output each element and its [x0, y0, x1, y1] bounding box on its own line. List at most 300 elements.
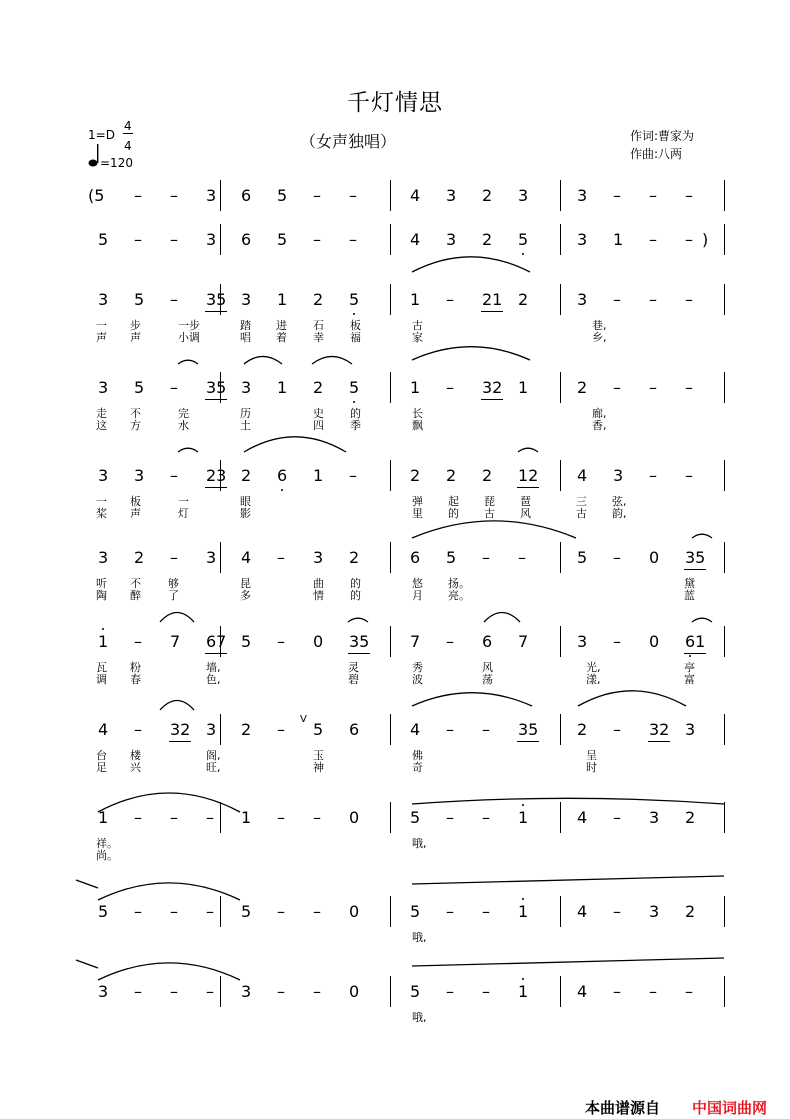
dash-extension: – [613, 632, 621, 651]
dash-extension: – [446, 720, 454, 739]
lyric-syllable: 板 [350, 319, 361, 332]
dash-extension: – [482, 902, 490, 921]
slur [160, 613, 194, 623]
lyric-syllable: 秀 [412, 661, 423, 674]
lyric-syllable: 影 [240, 507, 251, 520]
dash-extension: – [206, 982, 214, 1001]
note: 1 [410, 378, 421, 397]
dash-extension: – [649, 378, 657, 397]
note: 4 [577, 902, 588, 921]
slur [98, 883, 240, 900]
note: 2 [518, 290, 529, 309]
dash-extension: – [170, 466, 178, 485]
lyric-syllable: 古 [412, 319, 423, 332]
tempo-marking: =120 [100, 156, 133, 170]
slur [484, 613, 520, 623]
note: 4 [577, 466, 588, 485]
dash-extension: – [349, 230, 357, 249]
lyric-syllable: 呈 [586, 749, 597, 762]
dash-extension: – [613, 902, 621, 921]
dash-extension: – [277, 632, 285, 651]
dash-extension: – [313, 902, 321, 921]
slur [412, 521, 576, 538]
lyric-syllable: 这 [96, 419, 107, 432]
note: 32 [482, 378, 503, 397]
note: 3 [649, 808, 660, 827]
note: 1 [518, 378, 529, 397]
lyric-syllable: 时 [586, 761, 597, 774]
note: 3 [98, 982, 109, 1001]
lyric-syllable: 春 [130, 673, 141, 686]
lyric-syllable: 碧 [348, 673, 359, 686]
note: 4 [577, 808, 588, 827]
lyric-syllable: 悠 [412, 577, 423, 590]
note: 6 [241, 230, 252, 249]
lyric-syllable: 旺, [206, 761, 221, 774]
slur [412, 693, 532, 706]
lyric-syllable: 月 [412, 589, 423, 602]
lyric-syllable: 不 [130, 407, 141, 420]
note: 3 [206, 230, 217, 249]
lyric-syllable: 步 [130, 319, 141, 332]
dash-extension: – [170, 378, 178, 397]
note: 1 [241, 808, 252, 827]
dash-extension: – [170, 808, 178, 827]
note: 3 [613, 466, 624, 485]
lyric-syllable: 完 [178, 407, 189, 420]
dash-extension: – [482, 548, 490, 567]
lyric-syllable: 瓦 [96, 661, 107, 674]
slur [98, 963, 240, 980]
dash-extension: – [170, 290, 178, 309]
lyric-syllable: 声 [96, 331, 107, 344]
lyric-syllable: 尚。 [96, 849, 118, 862]
slur [244, 356, 282, 364]
lyric-syllable: 兴 [130, 761, 141, 774]
note: 4 [241, 548, 252, 567]
note: 3 [134, 466, 145, 485]
note: 0 [313, 632, 324, 651]
note: 2 [241, 720, 252, 739]
dash-extension: – [685, 466, 693, 485]
dash-extension: – [313, 808, 321, 827]
lyric-syllable: 踏 [240, 319, 251, 332]
note: 2 [685, 902, 696, 921]
lyric-syllable: 眼 [240, 495, 251, 508]
note: 3 [518, 186, 529, 205]
dash-extension: – [446, 632, 454, 651]
slur [692, 534, 712, 538]
lyric-syllable: 曲 [313, 577, 324, 590]
note: 3 [577, 632, 588, 651]
slur [178, 448, 198, 452]
note: 67 [206, 632, 227, 651]
note: 0 [349, 982, 360, 1001]
note: 6 [410, 548, 421, 567]
note: 5 [313, 720, 324, 739]
lyric-syllable: 波 [412, 673, 423, 686]
lyric-syllable: 弹 [412, 495, 423, 508]
footer-site-name: 中国词曲网 [692, 1099, 768, 1117]
lyric-syllable: 漾, [586, 673, 601, 686]
lyric-syllable: 板 [130, 495, 141, 508]
note: 5 [98, 902, 109, 921]
lyric-syllable: 荡 [482, 673, 493, 686]
note: 2 [577, 378, 588, 397]
lyric-syllable: 弦, [612, 495, 627, 508]
lyric-syllable: 阁, [206, 749, 221, 762]
lyric-syllable: 韵, [612, 507, 627, 520]
note: 2 [313, 290, 324, 309]
note: 1 [277, 290, 288, 309]
slur [312, 356, 352, 364]
lyric-syllable: 台 [96, 749, 107, 762]
dash-extension: – [277, 902, 285, 921]
note: 0 [349, 808, 360, 827]
lyric-syllable: 琶 [520, 495, 531, 508]
slur [412, 876, 724, 884]
note: 2 [577, 720, 588, 739]
lyric-syllable: 哦, [412, 837, 427, 850]
lyric-syllable: 一 [178, 495, 189, 508]
lyric-syllable: 佛 [412, 749, 423, 762]
lyric-syllable: 古 [576, 507, 587, 520]
dash-extension: – [613, 290, 621, 309]
dash-extension: – [277, 720, 285, 739]
lyric-syllable: 光, [586, 661, 601, 674]
dash-extension: – [170, 982, 178, 1001]
dash-extension: – [482, 720, 490, 739]
note: 1 [98, 808, 109, 827]
note: 3 [206, 548, 217, 567]
note: 2 [482, 230, 493, 249]
lyric-syllable: 风 [520, 507, 531, 520]
note: 5 [349, 378, 360, 397]
dash-extension: – [446, 378, 454, 397]
key-signature: 1=D [88, 128, 115, 142]
lyric-syllable: 方 [130, 419, 141, 432]
dash-extension: – [613, 982, 621, 1001]
lyric-syllable: 楼 [130, 749, 141, 762]
dash-extension: – [518, 548, 526, 567]
note: 2 [446, 466, 457, 485]
note: 0 [649, 548, 660, 567]
lyric-syllable: 了 [168, 589, 179, 602]
note: 2 [482, 466, 493, 485]
note: 3 [98, 466, 109, 485]
note: 3 [98, 548, 109, 567]
note: 2 [685, 808, 696, 827]
note: 1 [313, 466, 324, 485]
lyric-syllable: 墙, [206, 661, 221, 674]
note: 2 [482, 186, 493, 205]
note: 3 [206, 186, 217, 205]
note: 5 [410, 902, 421, 921]
lyric-syllable: 一 [96, 319, 107, 332]
lyric-syllable: 唱 [240, 331, 251, 344]
note: 3 [685, 720, 696, 739]
dash-extension: – [613, 720, 621, 739]
time-signature-bottom: 4 [124, 139, 132, 153]
note: 23 [206, 466, 227, 485]
dash-extension: – [134, 982, 142, 1001]
dash-extension: – [134, 632, 142, 651]
dash-extension: – [613, 378, 621, 397]
note: 5 [410, 982, 421, 1001]
slur [160, 701, 194, 711]
slur [98, 793, 240, 812]
lyric-syllable: 黛 [684, 577, 695, 590]
slur [692, 618, 712, 622]
lyric-syllable: 声 [130, 331, 141, 344]
note: 2 [241, 466, 252, 485]
note: 35 [206, 378, 227, 397]
note: 3 [98, 290, 109, 309]
lyric-syllable: 小调 [178, 331, 200, 344]
note: 32 [649, 720, 670, 739]
lyric-syllable: 玉 [313, 749, 324, 762]
lyric-syllable: 飘 [412, 419, 423, 432]
slur [244, 437, 346, 452]
lyric-syllable: 哦, [412, 1011, 427, 1024]
lyric-syllable: 粉 [130, 661, 141, 674]
lyric-syllable: 蓝 [684, 589, 695, 602]
note: 4 [410, 720, 421, 739]
slur [412, 958, 724, 966]
lyric-syllable: 灵 [348, 661, 359, 674]
dash-extension: – [134, 230, 142, 249]
lyric-syllable: 色, [206, 673, 221, 686]
note: 3 [649, 902, 660, 921]
note: 0 [649, 632, 660, 651]
lyric-syllable: 亭 [684, 661, 695, 674]
note: 21 [482, 290, 503, 309]
note: 5 [98, 230, 109, 249]
dash-extension: – [313, 230, 321, 249]
note: 3 [313, 548, 324, 567]
lyric-syllable: 长 [412, 407, 423, 420]
note: 4 [577, 982, 588, 1001]
dash-extension: – [685, 378, 693, 397]
dash-extension: – [446, 902, 454, 921]
note: 3 [98, 378, 109, 397]
dash-extension: – [649, 466, 657, 485]
note: 1 [98, 632, 109, 651]
note: 5 [277, 186, 288, 205]
note: 0 [349, 902, 360, 921]
lyric-syllable: 足 [96, 761, 107, 774]
time-signature-top: 4 [124, 119, 132, 133]
lyric-syllable: 四 [313, 419, 324, 432]
note: 3 [206, 720, 217, 739]
lyric-syllable: 调 [96, 673, 107, 686]
lyric-syllable: 多 [240, 589, 251, 602]
note: 1 [518, 902, 529, 921]
note: 4 [98, 720, 109, 739]
note: 7 [518, 632, 529, 651]
dash-extension: – [277, 982, 285, 1001]
note: 1 [277, 378, 288, 397]
note: 2 [349, 548, 360, 567]
lyric-syllable: 灯 [178, 507, 189, 520]
lyric-syllable: 巷, [592, 319, 607, 332]
note: 1 [518, 982, 529, 1001]
lyric-syllable: 乡, [592, 331, 607, 344]
dash-extension: – [446, 290, 454, 309]
dash-extension: – [349, 186, 357, 205]
dash-extension: – [206, 902, 214, 921]
lyric-syllable: 风 [482, 661, 493, 674]
dash-extension: – [446, 808, 454, 827]
slur [178, 360, 198, 364]
lyric-syllable: 奇 [412, 761, 423, 774]
lyric-syllable: 哦, [412, 931, 427, 944]
lyric-syllable: 醉 [130, 589, 141, 602]
slur [76, 880, 98, 888]
lyric-syllable: 神 [313, 761, 324, 774]
dash-extension: – [446, 982, 454, 1001]
dash-extension: – [134, 720, 142, 739]
lyric-syllable: 石 [313, 319, 324, 332]
note: 5 [241, 902, 252, 921]
lyric-syllable: 水 [178, 419, 189, 432]
dash-extension: – [482, 982, 490, 1001]
footer-source-label: 本曲谱源自 [585, 1099, 661, 1117]
lyric-syllable: 福 [350, 331, 361, 344]
lyric-syllable: 季 [350, 419, 361, 432]
breath-mark: V [300, 714, 307, 725]
lyric-syllable: 够 [168, 577, 179, 590]
song-title: 千灯情思 [347, 90, 443, 116]
dash-extension: – [170, 902, 178, 921]
note: 6 [349, 720, 360, 739]
note: 5 [277, 230, 288, 249]
lyric-syllable: 家 [412, 331, 423, 344]
note: 3 [241, 378, 252, 397]
dash-extension: – [685, 290, 693, 309]
dash-extension: – [170, 548, 178, 567]
note: 35 [206, 290, 227, 309]
lyric-syllable: 里 [412, 507, 423, 520]
slur [348, 618, 368, 622]
note: 5 [134, 378, 145, 397]
note: 1 [410, 290, 421, 309]
lyric-syllable: 史 [313, 407, 324, 420]
note: 3 [446, 186, 457, 205]
note: 2 [313, 378, 324, 397]
dash-extension: – [313, 982, 321, 1001]
note: 5 [518, 230, 529, 249]
dash-extension: – [649, 982, 657, 1001]
dash-extension: – [134, 808, 142, 827]
note: 5 [134, 290, 145, 309]
note: 3 [241, 982, 252, 1001]
note: 2 [410, 466, 421, 485]
dash-extension: – [685, 982, 693, 1001]
note: 1 [613, 230, 624, 249]
note: 35 [518, 720, 539, 739]
lyric-syllable: 祥。 [96, 837, 118, 850]
dash-extension: – [134, 902, 142, 921]
note: 5 [410, 808, 421, 827]
dash-extension: – [613, 186, 621, 205]
note: 3 [577, 186, 588, 205]
slur [76, 960, 98, 968]
lyric-syllable: 富 [684, 673, 695, 686]
dash-extension: – [170, 186, 178, 205]
dash-extension: – [349, 466, 357, 485]
lyric-syllable: 声 [130, 507, 141, 520]
dash-extension: – [649, 230, 657, 249]
slur [412, 347, 530, 360]
note: 3 [446, 230, 457, 249]
dash-extension: – [685, 186, 693, 205]
note: 5 [577, 548, 588, 567]
lyric-syllable: 亮。 [448, 589, 470, 602]
note: 6 [241, 186, 252, 205]
note: 35 [685, 548, 706, 567]
lyricist-credit: 作词:曹家为 [630, 129, 695, 143]
lyric-syllable: 古 [484, 507, 495, 520]
dash-extension: – [649, 186, 657, 205]
lyric-syllable: 的 [350, 589, 361, 602]
note: 2 [134, 548, 145, 567]
dash-extension: – [613, 548, 621, 567]
note: 7 [170, 632, 181, 651]
lyric-syllable: 着 [276, 331, 287, 344]
dash-extension: – [482, 808, 490, 827]
dash-extension: – [170, 230, 178, 249]
lyric-syllable: 琵 [484, 495, 495, 508]
lyric-syllable: 的 [448, 507, 459, 520]
lyric-syllable: 听 [96, 577, 107, 590]
note: 5 [349, 290, 360, 309]
lyric-syllable: 扬。 [448, 577, 470, 590]
note: 1 [518, 808, 529, 827]
note: 35 [349, 632, 370, 651]
note: 6 [277, 466, 288, 485]
dash-extension: – [277, 808, 285, 827]
slur [412, 257, 530, 272]
lyric-syllable: 昆 [240, 577, 251, 590]
note: 12 [518, 466, 539, 485]
lyric-syllable: 的 [350, 407, 361, 420]
lyric-syllable: 香, [592, 419, 607, 432]
slur [578, 691, 686, 706]
dash-extension: – [613, 808, 621, 827]
note: 3 [577, 290, 588, 309]
note: 5 [446, 548, 457, 567]
slur [518, 448, 538, 452]
lyric-syllable: 不 [130, 577, 141, 590]
note: 3 [577, 230, 588, 249]
lyric-syllable: 幸 [313, 331, 324, 344]
dash-extension: – [206, 808, 214, 827]
lyric-syllable: 廊, [592, 407, 607, 420]
slur [412, 798, 724, 804]
lyric-syllable: 土 [240, 419, 251, 432]
dash-extension: – [685, 230, 693, 249]
lyric-syllable: 陶 [96, 589, 107, 602]
note: 3 [241, 290, 252, 309]
dash-extension: – [313, 186, 321, 205]
dash-extension: – [134, 186, 142, 205]
lyric-syllable: 的 [350, 577, 361, 590]
note: 61 [685, 632, 706, 651]
lyric-syllable: 起 [448, 495, 459, 508]
song-subtitle: （女声独唱） [300, 132, 397, 151]
lyric-syllable: 三 [576, 495, 587, 508]
